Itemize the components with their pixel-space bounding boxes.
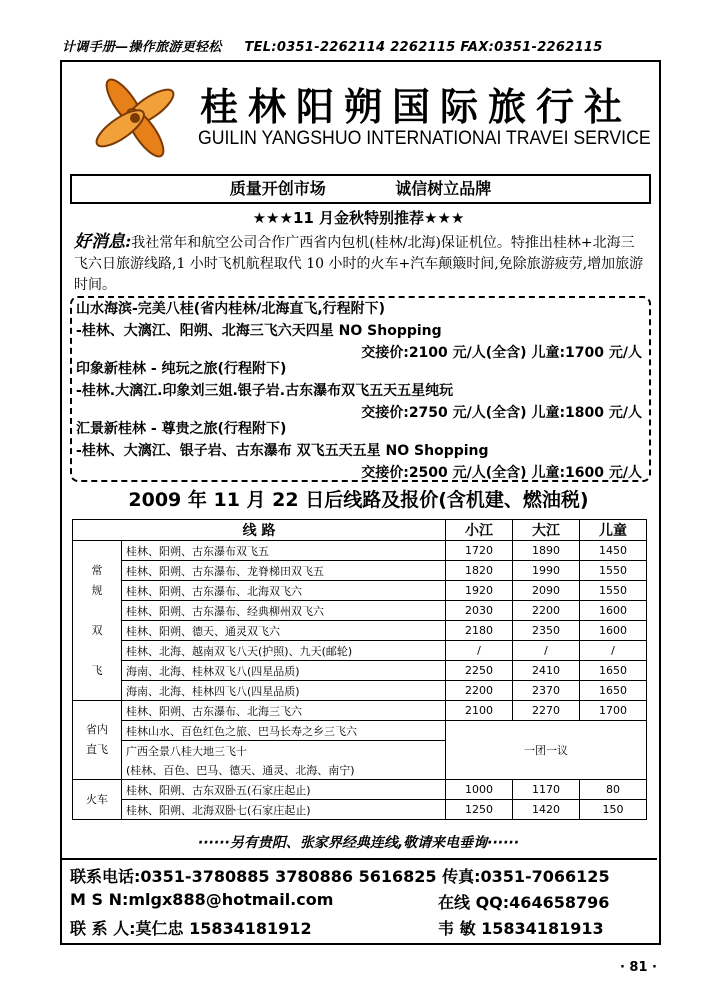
route-cell: 桂林、阳朔、古东瀑布、北海双飞六 [122, 581, 446, 601]
contact-phone: 联系电话:0351-3780885 3780886 5616825 传真:0351-7066125 [70, 867, 610, 886]
more-routes-note: ······另有贵阳、张家界经典连线,敬请来电垂询······ [197, 835, 520, 851]
category-province: 省内 直飞 [73, 701, 122, 780]
price-cell: 1170 [513, 780, 580, 800]
price-cell: 1000 [446, 780, 513, 800]
price-cell: 2090 [513, 581, 580, 601]
route-cell: 桂林、阳朔、古东瀑布、经典柳州双飞六 [122, 601, 446, 621]
price-cell: 2370 [513, 681, 580, 701]
price-cell: 1920 [446, 581, 513, 601]
route-name: 山水海滨-完美八桂(省内桂林/北海直飞,行程附下) [76, 301, 386, 317]
slogan-1: 质量开创市场 [229, 179, 326, 198]
price-cell: 1650 [580, 661, 647, 681]
header-left: 计调手册—操作旅游更轻松 [62, 40, 222, 55]
table-row [73, 561, 647, 581]
contact-person-2: 韦 敏 15834181913 [438, 919, 604, 938]
company-logo [88, 78, 183, 158]
route-cell: 桂林、北海、越南双飞八天(护照)、九天(邮轮) [122, 641, 446, 661]
route-cell: 桂林、阳朔、古东瀑布双飞五 [122, 541, 446, 561]
price-cell: 1600 [580, 621, 647, 641]
price-cell: 2030 [446, 601, 513, 621]
price-cell: 2410 [513, 661, 580, 681]
route-desc: -桂林、大漓江、银子岩、古东瀑布 双飞五天五星 NO Shopping [76, 443, 489, 459]
route-cell: 桂林、阳朔、德天、通灵双飞六 [122, 621, 446, 641]
price-cell: 1250 [446, 800, 513, 820]
price-cell: / [513, 641, 580, 661]
contact-qq: 在线 QQ:464658796 [438, 893, 610, 912]
route-name: 汇景新桂林 - 尊贵之旅(行程附下) [76, 421, 287, 437]
route-cell: 桂林山水、百色红色之旅、巴马长寿之乡三飞六 [122, 721, 446, 741]
route-cell: 桂林、阳朔、古东瀑布、龙脊梯田双飞五 [122, 561, 446, 581]
price-cell: 1990 [513, 561, 580, 581]
price-cell: 2200 [446, 681, 513, 701]
route-cell: (桂林、百色、巴马、德天、通灵、北海、南宁) [122, 760, 446, 780]
news-block [74, 232, 646, 296]
route-desc: -桂林.大漓江.印象刘三姐.银子岩.古东瀑布双飞五天五星纯玩 [76, 383, 454, 399]
price-cell: 1820 [446, 561, 513, 581]
price-cell: 2350 [513, 621, 580, 641]
price-cell: 2270 [513, 701, 580, 721]
price-cell: 1550 [580, 561, 647, 581]
company-cn-name: 桂林阳朔国际旅行社 [200, 85, 633, 129]
contact-block [60, 858, 657, 942]
table-row [73, 541, 647, 561]
header-tel: TEL:0351-2262114 2262115 FAX:0351-2262115 [244, 40, 603, 55]
page-number: · 81 · [619, 960, 657, 975]
contact-person-1: 联 系 人:莫仁忠 15834181912 [70, 919, 312, 938]
header-small: 小江 [446, 520, 513, 541]
price-table [72, 519, 647, 820]
contact-msn[interactable]: M S N:mlgx888@hotmail.com [70, 890, 334, 909]
news-label: 好消息: [74, 232, 132, 252]
route-cell: 桂林、阳朔、古东双卧五(石家庄起止) [122, 780, 446, 800]
route-desc: -桂林、大漓江、阳朔、北海三飞六天四星 NO Shopping [76, 323, 442, 339]
table-row [73, 721, 647, 741]
table-row [73, 661, 647, 681]
price-cell: / [446, 641, 513, 661]
table-row [73, 780, 647, 800]
table-header-row [73, 520, 647, 541]
price-cell: 150 [580, 800, 647, 820]
table-title: 2009 年 11 月 22 日后线路及报价(含机建、燃油税) [128, 489, 589, 511]
table-row [73, 581, 647, 601]
route-price: 交接价:2500 元/人(全含) 儿童:1600 元/人 [361, 465, 642, 481]
featured-routes [70, 296, 651, 482]
price-cell: 1650 [580, 681, 647, 701]
route-price: 交接价:2750 元/人(全含) 儿童:1800 元/人 [361, 405, 642, 421]
price-cell: 1720 [446, 541, 513, 561]
price-cell: 1450 [580, 541, 647, 561]
category-train: 火车 [73, 780, 122, 820]
route-cell: 桂林、阳朔、古东瀑布、北海三飞六 [122, 701, 446, 721]
table-row [73, 701, 647, 721]
route-cell: 海南、北海、桂林四飞八(四星品质) [122, 681, 446, 701]
header-child: 儿童 [580, 520, 647, 541]
header-route: 线 路 [73, 520, 446, 541]
price-cell: / [580, 641, 647, 661]
route-cell: 海南、北海、桂林双飞八(四星品质) [122, 661, 446, 681]
table-row [73, 621, 647, 641]
price-cell: 1890 [513, 541, 580, 561]
price-cell: 1420 [513, 800, 580, 820]
price-cell: 1700 [580, 701, 647, 721]
price-cell: 1600 [580, 601, 647, 621]
price-cell: 2180 [446, 621, 513, 641]
route-price: 交接价:2100 元/人(全含) 儿童:1700 元/人 [361, 345, 642, 361]
category-regular: 常 规 双 飞 [73, 541, 122, 701]
page-header [62, 36, 656, 55]
table-row [73, 800, 647, 820]
price-cell: 2250 [446, 661, 513, 681]
slogan-2: 诚信树立品牌 [395, 179, 492, 198]
header-large: 大江 [513, 520, 580, 541]
table-row [73, 641, 647, 661]
price-cell: 2200 [513, 601, 580, 621]
price-cell: 2100 [446, 701, 513, 721]
route-cell: 桂林、阳朔、北海双卧七(石家庄起止) [122, 800, 446, 820]
route-name: 印象新桂林 - 纯玩之旅(行程附下) [76, 361, 287, 377]
route-cell: 广西全景八桂大地三飞十 [122, 741, 446, 761]
table-row [73, 681, 647, 701]
price-cell: 1550 [580, 581, 647, 601]
price-cell: 80 [580, 780, 647, 800]
news-text: 我社常年和航空公司合作广西省内包机(桂林/北海)保证机位。特推出桂林+北海三飞六日旅游线路,1 小时飞机航程取代 10 小时的火车+汽车颠簸时间,免除旅游疲劳,增加旅游时间。 [74, 235, 644, 293]
special-title: ★★★11 月金秋特别推荐★★★ [252, 209, 465, 227]
slogan-bar [70, 174, 651, 204]
negotiable-cell: 一团一议 [446, 721, 647, 780]
table-row [73, 601, 647, 621]
company-en-name: GUILIN YANGSHUO INTERNATIONAI TRAVEI SERVICE [198, 128, 651, 149]
